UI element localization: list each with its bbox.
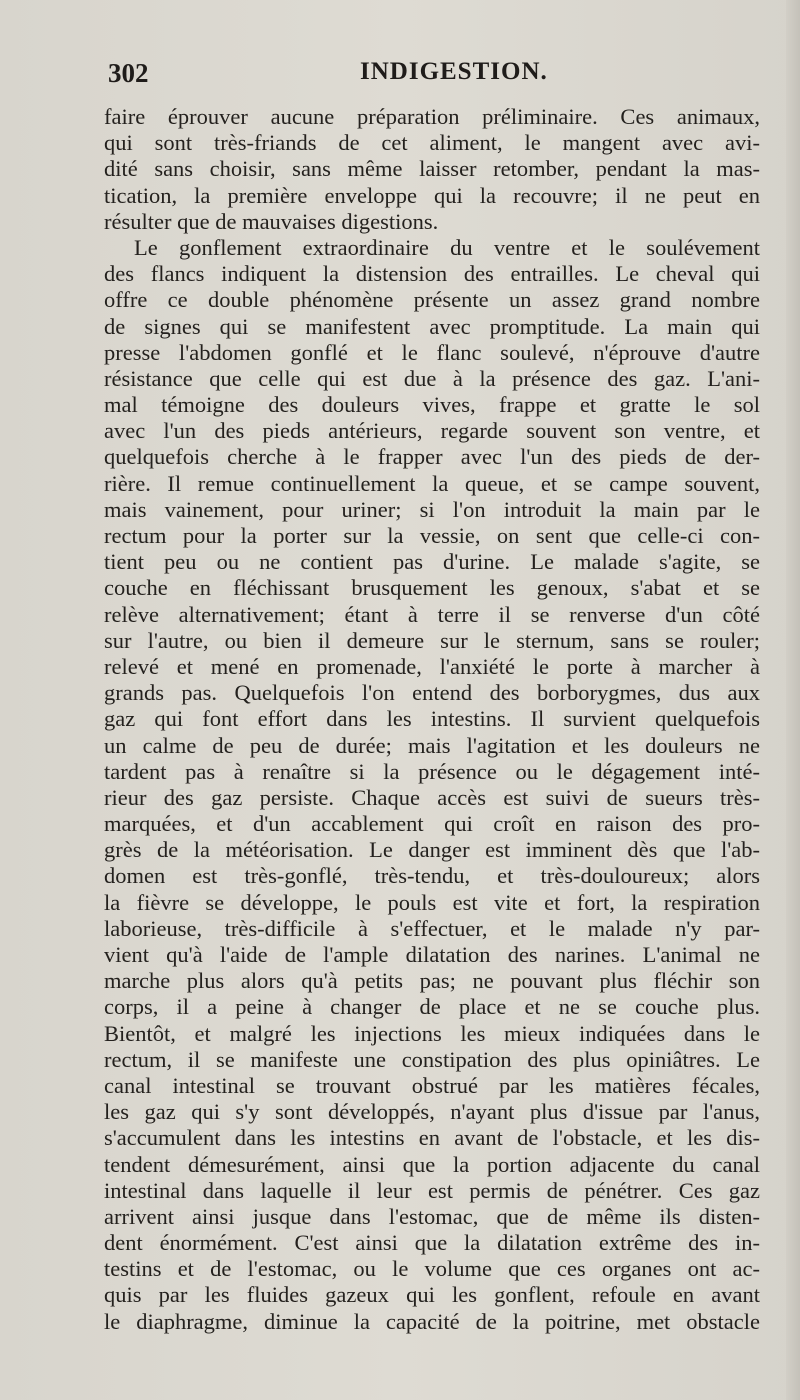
text-line: de signes qui se manifestent avec promptitude. La main qui <box>104 313 760 339</box>
text-line: quis par les fluides gazeux qui les gonflent, refoule en avant <box>104 1282 760 1308</box>
text-line: tication, la première enveloppe qui la recouvre; il ne peut en <box>104 182 760 208</box>
text-line: le diaphragme, diminue la capacité de la poitrine, met obstacle <box>104 1308 760 1334</box>
text-line: grands pas. Quelquefois l'on entend des borborygmes, dus aux <box>104 680 760 706</box>
text-line: canal intestinal se trouvant obstrué par les matières fécales, <box>104 1072 760 1098</box>
text-line: avec l'un des pieds antérieurs, regarde souvent son ventre, et <box>104 418 760 444</box>
text-line: marche plus alors qu'à petits pas; ne pouvant plus fléchir son <box>104 968 760 994</box>
text-line: domen est très-gonflé, très-tendu, et très-douloureux; alors <box>104 863 760 889</box>
text-line: laborieuse, très-difficile à s'effectuer, et le malade n'y par- <box>104 915 760 941</box>
text-line: mais vainement, pour uriner; si l'on introduit la main par le <box>104 496 760 522</box>
text-line: grès de la météorisation. Le danger est imminent dès que l'ab- <box>104 837 760 863</box>
text-line: intestinal dans laquelle il leur est permis de pénétrer. Ces gaz <box>104 1177 760 1203</box>
text-line: tient peu ou ne contient pas d'urine. Le malade s'agite, se <box>104 549 760 575</box>
page-number: 302 <box>108 58 149 88</box>
text-line: rieur des gaz persiste. Chaque accès est suivi de sueurs très- <box>104 784 760 810</box>
text-line: presse l'abdomen gonflé et le flanc soulevé, n'éprouve d'autre <box>104 339 760 365</box>
text-line: couche en fléchissant brusquement les genoux, s'abat et se <box>104 575 760 601</box>
text-line: Le gonflement extraordinaire du ventre et le soulévement <box>134 234 760 260</box>
text-line: dent énormément. C'est ainsi que la dilatation extrême des in- <box>104 1230 760 1256</box>
text-line: sur l'autre, ou bien il demeure sur le sternum, sans se rouler; <box>104 627 760 653</box>
text-line: relevé et mené en promenade, l'anxiété le porte à marcher à <box>104 653 760 679</box>
text-line: tendent démesurément, ainsi que la portion adjacente du canal <box>104 1151 760 1177</box>
text-line: résulter que de mauvaises digestions. <box>104 208 439 234</box>
text-line: s'accumulent dans les intestins en avant de l'obstacle, et les dis- <box>104 1125 760 1151</box>
text-line: mal témoigne des douleurs vives, frappe et gratte le sol <box>104 392 760 418</box>
text-line: quelquefois cherche à le frapper avec l'un des pieds de der- <box>104 444 760 470</box>
text-line: vient qu'à l'aide de l'ample dilatation des narines. L'animal ne <box>104 942 760 967</box>
text-line: rectum, il se manifeste une constipation des plus opiniâtres. Le <box>104 1046 760 1072</box>
text-line: marquées, et d'un accablement qui croît en raison des pro- <box>104 811 760 837</box>
text-line: des flancs indiquent la distension des entrailles. Le cheval qui <box>104 261 760 287</box>
text-line: résistance que celle qui est due à la présence des gaz. L'ani- <box>104 365 760 391</box>
body-text <box>104 104 760 1335</box>
page-header <box>108 58 758 98</box>
text-line: testins et de l'estomac, ou le volume que ces organes ont ac- <box>104 1256 760 1282</box>
text-line: les gaz qui s'y sont développés, n'ayant plus d'issue par l'anus, <box>104 1099 760 1125</box>
text-line: dité sans choisir, sans même laisser retomber, pendant la mas- <box>104 156 760 182</box>
text-line: rectum pour la porter sur la vessie, on sent que celle-ci con- <box>104 523 760 548</box>
text-line: corps, il a peine à changer de place et ne se couche plus. <box>104 994 760 1020</box>
text-line: relève alternativement; étant à terre il se renverse d'un côté <box>104 601 760 627</box>
text-line: la fièvre se développe, le pouls est vite et fort, la respiration <box>104 889 760 915</box>
text-line: tardent pas à renaître si la présence ou le dégagement inté- <box>104 758 760 784</box>
text-line: faire éprouver aucune préparation préliminaire. Ces animaux, <box>104 104 760 129</box>
text-line: offre ce double phénomène présente un assez grand nombre <box>104 287 760 313</box>
running-title: INDIGESTION. <box>360 58 548 85</box>
text-line: gaz qui font effort dans les intestins. Il survient quelquefois <box>104 706 760 732</box>
page-edge-shadow <box>786 0 800 1400</box>
text-line: arrivent ainsi jusque dans l'estomac, que de même ils disten- <box>104 1203 760 1229</box>
text-line: rière. Il remue continuellement la queue, et se campe souvent, <box>104 470 760 496</box>
text-line: Bientôt, et malgré les injections les mieux indiquées dans le <box>104 1020 760 1046</box>
text-line: qui sont très-friands de cet aliment, le mangent avec avi- <box>104 130 760 156</box>
text-line: un calme de peu de durée; mais l'agitation et les douleurs ne <box>104 732 760 758</box>
